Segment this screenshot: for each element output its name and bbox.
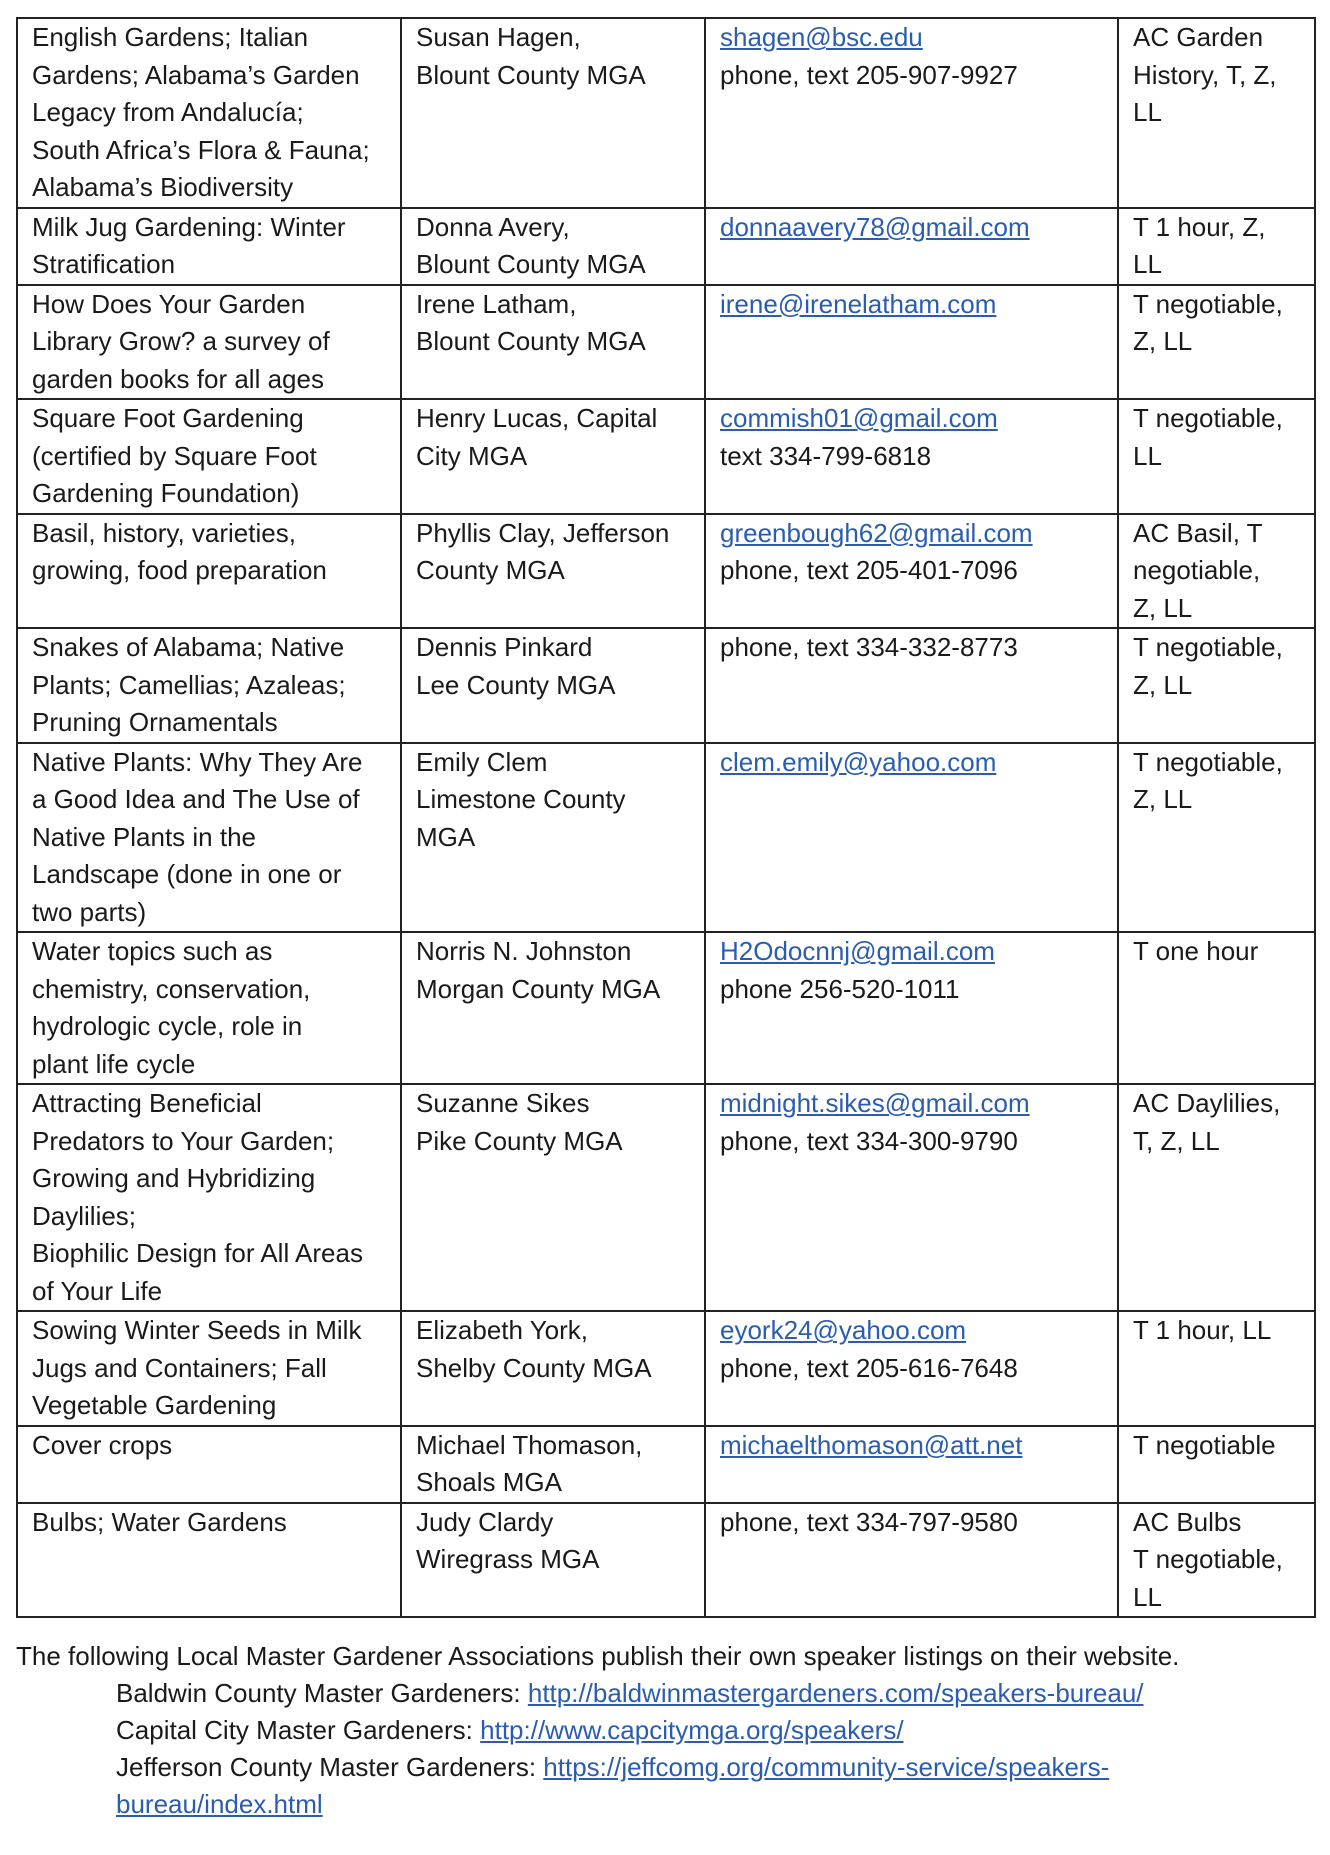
speaker-cell <box>401 399 705 514</box>
topic-line: growing, food preparation <box>32 555 327 585</box>
topic-line: chemistry, conservation, <box>32 973 311 1004</box>
topic-line: a Good Idea and The Use of <box>32 784 360 814</box>
table-row <box>17 628 1315 743</box>
topic-line: Attracting Beneficial <box>32 1088 262 1118</box>
topic-line: Snakes of Alabama; Native <box>32 632 345 662</box>
topic-line: Jugs and Containers; Fall <box>32 1352 327 1383</box>
notes-line: T negotiable, <box>1133 746 1283 777</box>
notes-cell <box>1118 932 1315 1084</box>
topic-line: Basil, history, varieties, <box>32 517 296 548</box>
notes-cell <box>1118 399 1315 514</box>
speaker-line: City MGA <box>416 440 528 471</box>
footer-listing-baldwin <box>16 1675 1314 1712</box>
notes-line: AC Basil, T <box>1133 517 1263 548</box>
email-link[interactable]: H2Odocnnj@gmail.com <box>720 936 995 966</box>
notes-line: T negotiable, <box>1133 632 1283 662</box>
speaker-line: Elizabeth York, <box>416 1315 589 1345</box>
notes-line: T negotiable <box>1133 1429 1276 1460</box>
table-row <box>17 285 1315 400</box>
email-link[interactable]: commish01@gmail.com <box>720 403 998 433</box>
table-row <box>17 1426 1315 1503</box>
topic-line: plant life cycle <box>32 1048 196 1079</box>
footer-listing-capital-city <box>16 1712 1314 1749</box>
phone-text: phone, text 334-797-9580 <box>720 1506 1018 1537</box>
notes-cell <box>1118 1311 1315 1426</box>
speaker-cell <box>401 1084 705 1311</box>
email-link[interactable]: michaelthomason@att.net <box>720 1429 1023 1460</box>
speakers-table-body <box>17 18 1315 1617</box>
topic-line: Growing and Hybridizing <box>32 1163 316 1193</box>
speaker-line: Henry Lucas, Capital <box>416 403 658 433</box>
speaker-line: Wiregrass MGA <box>416 1544 600 1574</box>
notes-line: Z, LL <box>1133 784 1193 814</box>
speaker-line: Morgan County MGA <box>416 973 661 1004</box>
speaker-cell <box>401 1503 705 1618</box>
notes-line: T 1 hour, LL <box>1133 1315 1272 1345</box>
listing-link[interactable]: https://jeffcomg.org/community-service/speakers-bureau/index.html <box>116 1752 1110 1819</box>
topic-cell <box>17 628 401 743</box>
topic-line: hydrologic cycle, role in <box>32 1011 303 1041</box>
topic-line: Pruning Ornamentals <box>32 707 278 737</box>
notes-cell <box>1118 1084 1315 1311</box>
notes-line: Z, LL <box>1133 592 1193 623</box>
topic-line: Alabama’s Biodiversity <box>32 172 294 202</box>
speaker-line: Pike County MGA <box>416 1125 623 1156</box>
topic-line: Native Plants: Why They Are <box>32 746 363 777</box>
table-row <box>17 514 1315 629</box>
email-link[interactable]: midnight.sikes@gmail.com <box>720 1088 1030 1118</box>
footer-intro: The following Local Master Gardener Associations publish their own speaker listings on their website. <box>16 1641 1180 1671</box>
topic-line: Sowing Winter Seeds in Milk <box>32 1315 362 1345</box>
speaker-cell <box>401 18 705 208</box>
email-link[interactable]: greenbough62@gmail.com <box>720 517 1033 548</box>
topic-line: Library Grow? a survey of <box>32 326 330 356</box>
speaker-line: Blount County MGA <box>416 326 646 356</box>
phone-text: phone, text 334-332-8773 <box>720 632 1018 662</box>
topic-line: Square Foot Gardening <box>32 403 304 433</box>
contact-cell <box>705 1503 1118 1618</box>
notes-cell <box>1118 1426 1315 1503</box>
phone-text: text 334-799-6818 <box>720 440 932 471</box>
notes-line: LL <box>1133 97 1162 127</box>
footer-listing-jefferson <box>16 1749 1314 1823</box>
notes-line: Z, LL <box>1133 669 1193 700</box>
topic-cell <box>17 932 401 1084</box>
topic-line: Water topics such as <box>32 936 273 966</box>
speaker-line: Irene Latham, <box>416 288 577 319</box>
topic-cell <box>17 399 401 514</box>
topic-line: Predators to Your Garden; <box>32 1125 335 1156</box>
listing-link[interactable]: http://baldwinmastergardeners.com/speakers-bureau/ <box>527 1678 1144 1708</box>
speaker-line: Lee County MGA <box>416 669 616 700</box>
notes-cell <box>1118 514 1315 629</box>
notes-cell <box>1118 1503 1315 1618</box>
speaker-line: Dennis Pinkard <box>416 632 593 662</box>
topic-line: Landscape (done in one or <box>32 859 342 889</box>
notes-line: Z, LL <box>1133 326 1193 356</box>
phone-text: phone, text 334-300-9790 <box>720 1125 1018 1156</box>
topic-cell <box>17 285 401 400</box>
speaker-line: Donna Avery, <box>416 211 570 242</box>
notes-line: T negotiable, <box>1133 1544 1283 1574</box>
topic-line: (certified by Square Foot <box>32 440 317 471</box>
notes-line: LL <box>1133 440 1162 471</box>
table-row <box>17 1084 1315 1311</box>
table-row <box>17 18 1315 208</box>
speaker-cell <box>401 1426 705 1503</box>
speaker-line: Suzanne Sikes <box>416 1088 590 1118</box>
notes-line: T negotiable, <box>1133 403 1283 433</box>
topic-cell <box>17 514 401 629</box>
topic-line: Plants; Camellias; Azaleas; <box>32 669 346 700</box>
notes-cell <box>1118 208 1315 285</box>
listing-label: Baldwin County Master Gardeners: <box>116 1678 528 1708</box>
contact-cell <box>705 1426 1118 1503</box>
email-link[interactable]: irene@irenelatham.com <box>720 288 997 319</box>
notes-line: T 1 hour, Z, <box>1133 211 1266 242</box>
speakers-table <box>16 17 1316 1618</box>
contact-cell <box>705 399 1118 514</box>
email-link[interactable]: clem.emily@yahoo.com <box>720 746 997 777</box>
speaker-line: Phyllis Clay, Jefferson <box>416 517 670 548</box>
speaker-line: Blount County MGA <box>416 249 646 279</box>
speaker-cell <box>401 285 705 400</box>
speaker-line: Norris N. Johnston <box>416 936 632 966</box>
phone-text: phone, text 205-616-7648 <box>720 1352 1018 1383</box>
topic-cell <box>17 743 401 933</box>
speaker-line: Susan Hagen, <box>416 22 581 52</box>
topic-line: English Gardens; Italian <box>32 22 309 52</box>
notes-line: negotiable, <box>1133 555 1261 585</box>
topic-cell <box>17 1084 401 1311</box>
table-row <box>17 208 1315 285</box>
listing-label: Jefferson County Master Gardeners: <box>116 1752 544 1782</box>
topic-line: Bulbs; Water Gardens <box>32 1506 287 1537</box>
email-link[interactable]: eyork24@yahoo.com <box>720 1315 967 1345</box>
speaker-line: Judy Clardy <box>416 1506 554 1537</box>
topic-line: Vegetable Gardening <box>32 1390 277 1420</box>
notes-line: AC Bulbs <box>1133 1506 1242 1537</box>
topic-line: Native Plants in the <box>32 821 257 852</box>
notes-cell <box>1118 628 1315 743</box>
speaker-line: Michael Thomason, <box>416 1429 643 1460</box>
speaker-line: Emily Clem <box>416 746 548 777</box>
table-row <box>17 399 1315 514</box>
notes-line: AC Garden <box>1133 22 1264 52</box>
topic-line: Biophilic Design for All Areas <box>32 1238 363 1268</box>
notes-line: History, T, Z, <box>1133 59 1277 90</box>
speaker-cell <box>401 514 705 629</box>
notes-line: LL <box>1133 1581 1162 1612</box>
phone-text: phone, text 205-401-7096 <box>720 555 1018 585</box>
phone-text: phone 256-520-1011 <box>720 973 960 1004</box>
notes-cell <box>1118 18 1315 208</box>
email-link[interactable]: shagen@bsc.edu <box>720 22 923 52</box>
notes-cell <box>1118 743 1315 933</box>
topic-cell <box>17 208 401 285</box>
phone-text: phone, text 205-907-9927 <box>720 59 1018 90</box>
table-row <box>17 1311 1315 1426</box>
topic-line: Milk Jug Gardening: Winter <box>32 211 346 242</box>
speaker-line: Shoals MGA <box>416 1467 562 1497</box>
speaker-line: MGA <box>416 821 476 852</box>
listing-label: Capital City Master Gardeners: <box>116 1715 481 1745</box>
speaker-line: Limestone County <box>416 784 626 814</box>
topic-line: two parts) <box>32 896 147 927</box>
contact-cell <box>705 932 1118 1084</box>
speaker-cell <box>401 932 705 1084</box>
footer-note <box>16 1638 1314 1823</box>
table-row <box>17 743 1315 933</box>
speaker-cell <box>401 628 705 743</box>
contact-cell <box>705 1084 1118 1311</box>
contact-cell <box>705 208 1118 285</box>
topic-line: of Your Life <box>32 1275 163 1306</box>
topic-line: Gardening Foundation) <box>32 478 300 508</box>
speaker-line: Blount County MGA <box>416 59 646 90</box>
listing-link[interactable]: http://www.capcitymga.org/speakers/ <box>480 1715 904 1745</box>
contact-cell <box>705 1311 1118 1426</box>
topic-cell <box>17 18 401 208</box>
topic-line: Legacy from Andalucía; <box>32 97 304 127</box>
email-link[interactable]: donnaavery78@gmail.com <box>720 211 1030 242</box>
notes-line: T negotiable, <box>1133 288 1283 319</box>
topic-line: Cover crops <box>32 1429 173 1460</box>
table-row <box>17 932 1315 1084</box>
contact-cell <box>705 285 1118 400</box>
notes-line: T, Z, LL <box>1133 1125 1220 1156</box>
speaker-cell <box>401 1311 705 1426</box>
speaker-cell <box>401 743 705 933</box>
topic-cell <box>17 1311 401 1426</box>
topic-line: Stratification <box>32 249 176 279</box>
notes-line: AC Daylilies, <box>1133 1088 1281 1118</box>
speaker-line: County MGA <box>416 555 565 585</box>
topic-line: How Does Your Garden <box>32 288 306 319</box>
notes-cell <box>1118 285 1315 400</box>
speakers-page <box>16 17 1314 1618</box>
topic-cell <box>17 1426 401 1503</box>
contact-cell <box>705 18 1118 208</box>
notes-line: LL <box>1133 249 1162 279</box>
notes-line: T one hour <box>1133 936 1259 966</box>
contact-cell <box>705 743 1118 933</box>
contact-cell <box>705 514 1118 629</box>
table-row <box>17 1503 1315 1618</box>
topic-line: garden books for all ages <box>32 363 324 394</box>
topic-line: Daylilies; <box>32 1200 137 1231</box>
contact-cell <box>705 628 1118 743</box>
topic-cell <box>17 1503 401 1618</box>
speaker-line: Shelby County MGA <box>416 1352 652 1383</box>
topic-line: South Africa’s Flora & Fauna; <box>32 134 370 165</box>
speaker-cell <box>401 208 705 285</box>
topic-line: Gardens; Alabama’s Garden <box>32 59 360 90</box>
